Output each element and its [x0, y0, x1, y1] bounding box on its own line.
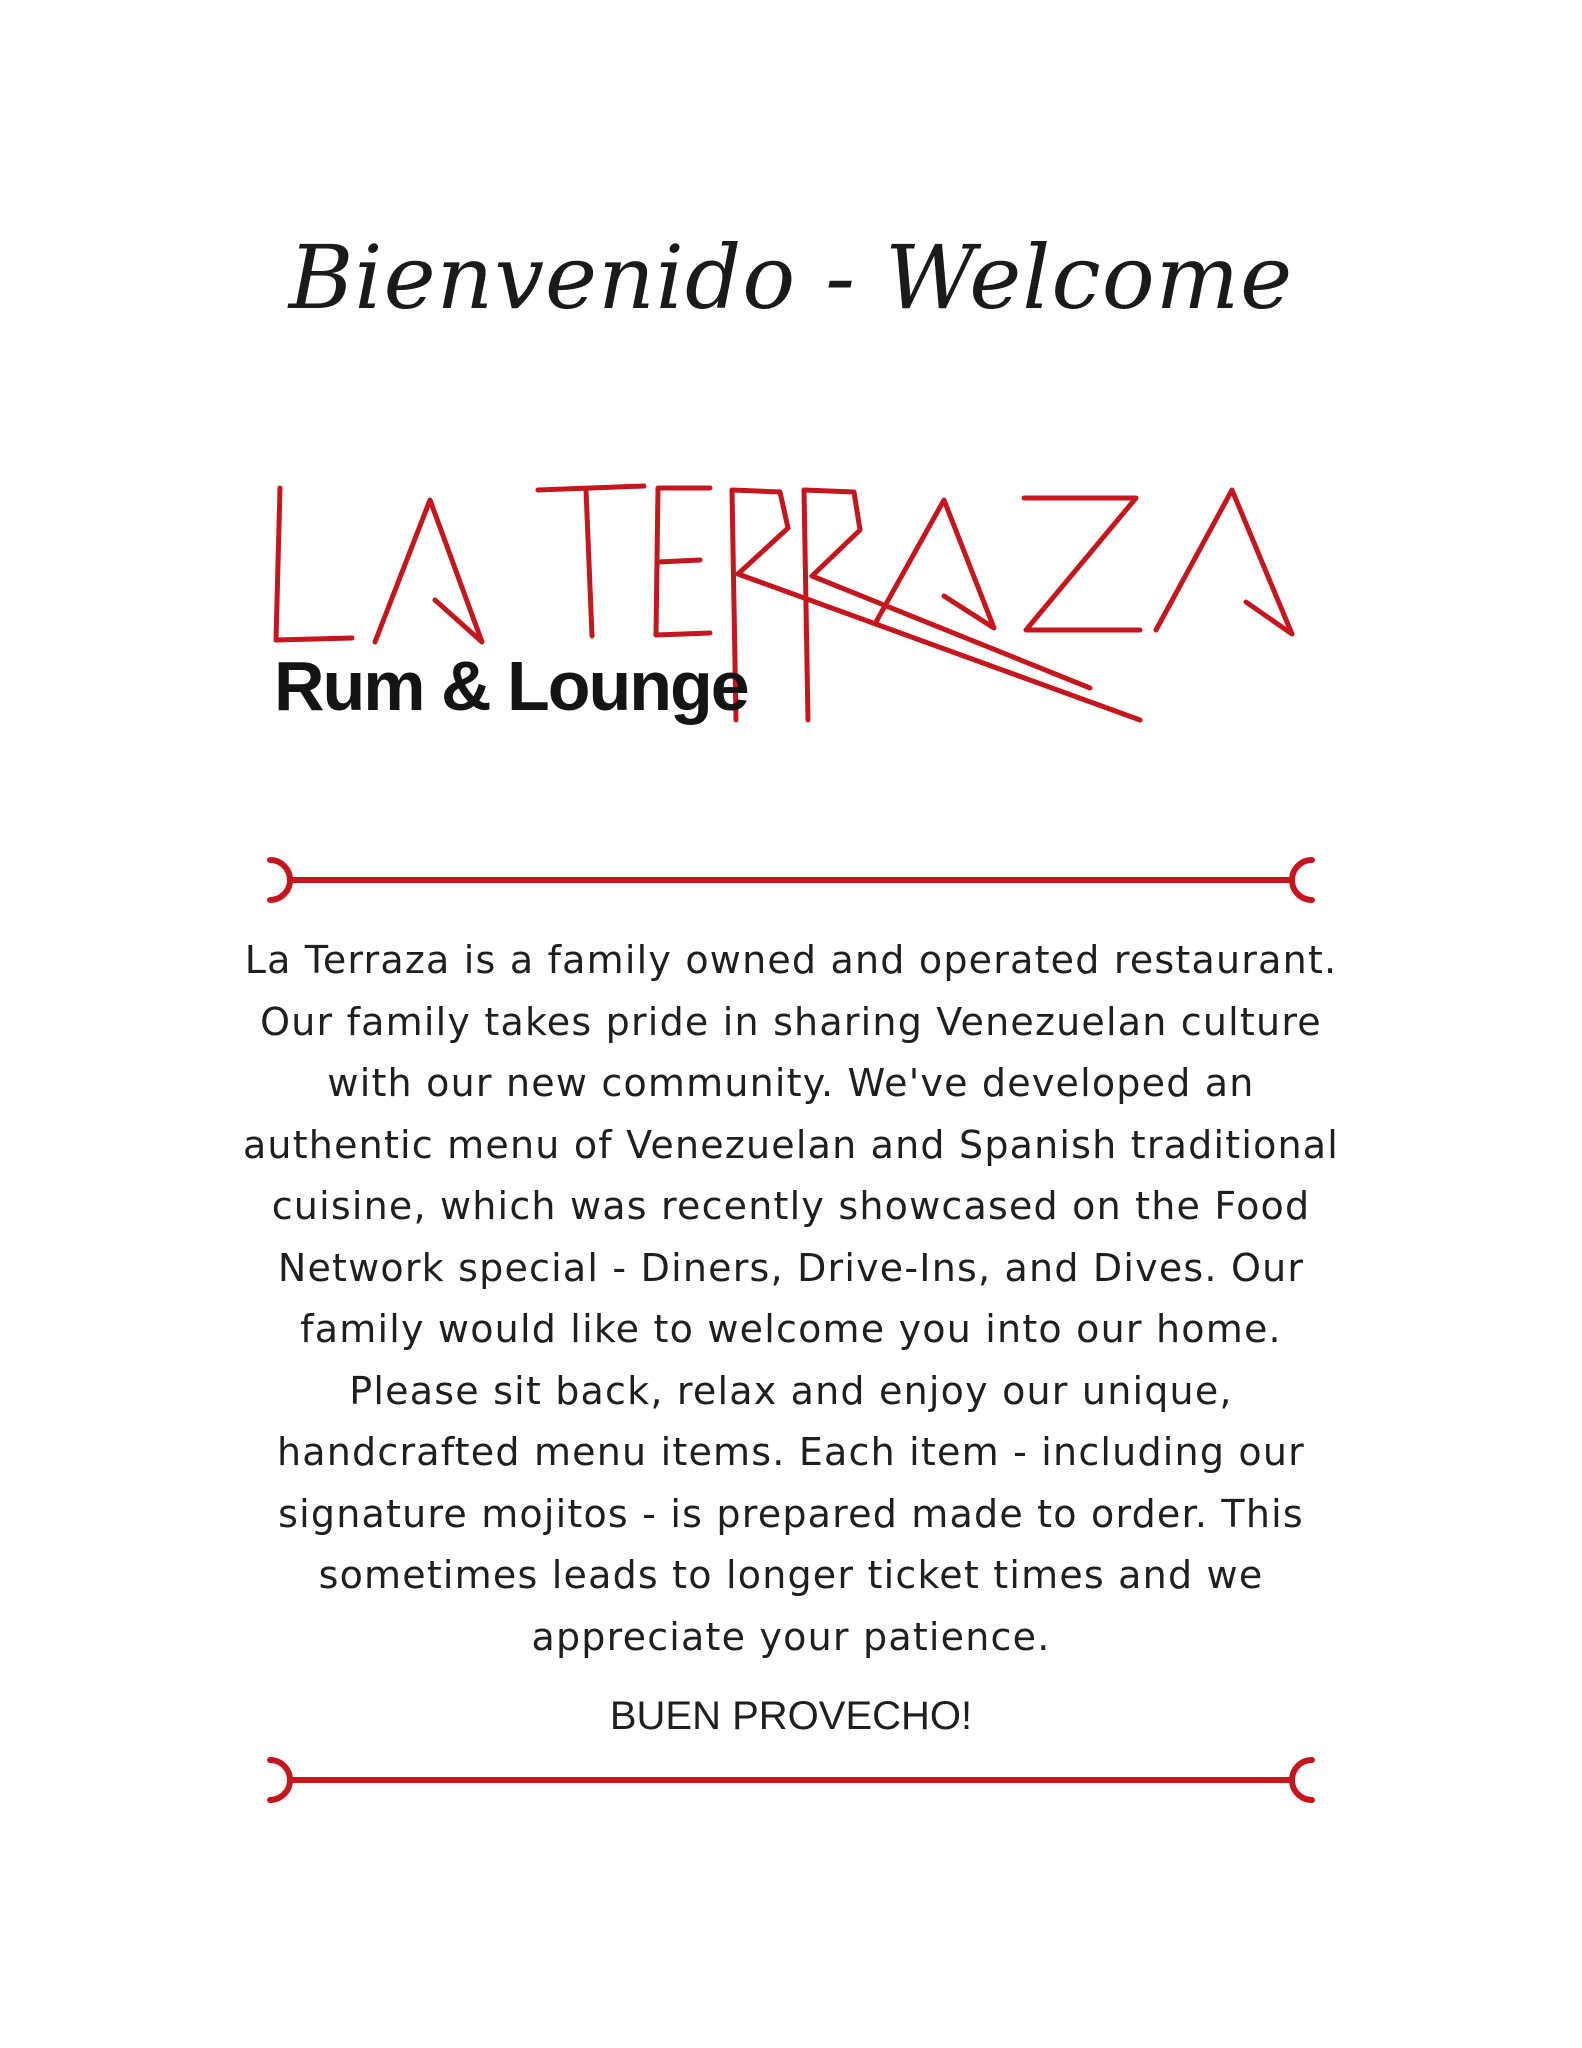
- la-terraza-logo: [260, 470, 1340, 740]
- welcome-heading: Bienvenido - Welcome: [288, 226, 1294, 329]
- divider-ornament: [262, 1752, 1320, 1808]
- logo-subtitle: Rum & Lounge: [274, 647, 748, 725]
- divider-ornament: [262, 852, 1320, 908]
- logo-graphic: [260, 470, 1340, 740]
- divider-top: [262, 852, 1320, 908]
- closing-text: BUEN PROVECHO!: [609, 1694, 973, 1738]
- divider-bottom: [262, 1752, 1320, 1808]
- intro-paragraph: La Terraza is a family owned and operated restaurant. Our family takes pride in sharing Venezuelan culture with our new community. We've developed an authentic menu of Venezuelan and Spanish traditional cuisine, which was recently showcased on the Food Network special - Diners, Drive-Ins, and Dives. Our family would like to welcome you into our home. Please sit back, relax and enjoy our unique, handcrafted menu items. Each item - including our signature mojitos - is prepared made to order. This sometimes leads to longer ticket times and we appreciate your patience.: [242, 938, 1340, 1659]
